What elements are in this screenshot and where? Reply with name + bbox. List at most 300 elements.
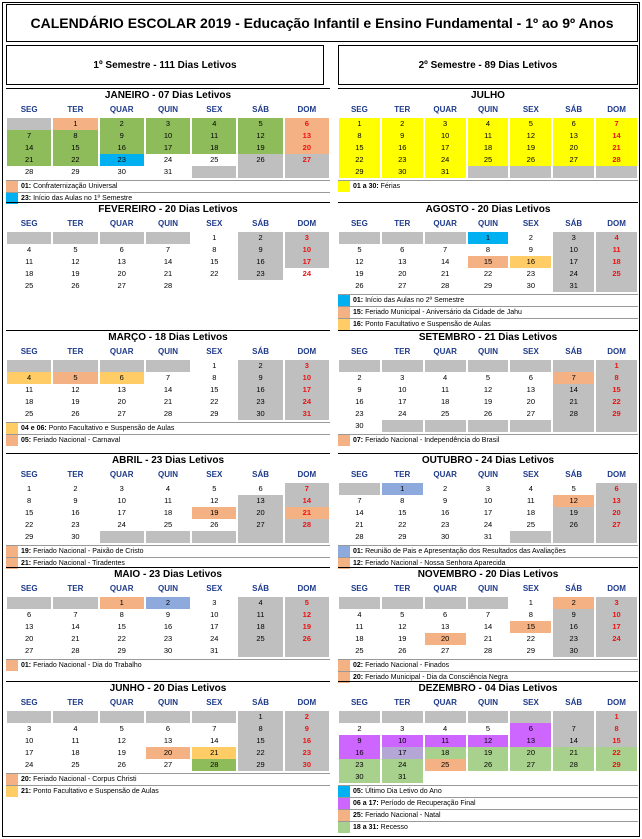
- day-cell: 8: [596, 372, 637, 384]
- weekday-header: SÁB: [252, 470, 269, 479]
- day-cell: 13: [117, 257, 126, 266]
- weekday-header: QUIN: [477, 105, 498, 114]
- day-cell: 29: [71, 167, 80, 176]
- day-cell: 18: [71, 748, 80, 757]
- day-cell: 12: [210, 496, 219, 505]
- weekday-header: TER: [394, 470, 411, 479]
- legend-text: 01: Início das Aulas no 2º Semestre: [353, 297, 465, 304]
- weekday-header: QUAR: [109, 219, 134, 228]
- day-cell: 23: [100, 154, 144, 166]
- weekday-header: SEG: [20, 347, 38, 356]
- day-cell: 26: [398, 646, 407, 655]
- day-cell: 28: [553, 408, 594, 420]
- day-cell: 9: [443, 496, 448, 505]
- month-title: NOVEMBRO - 20 Dias Letivos: [338, 567, 638, 582]
- day-cell: [468, 597, 509, 609]
- day-cell: 1: [238, 711, 282, 723]
- day-cell: 8: [528, 610, 533, 619]
- day-cell: 7: [553, 723, 594, 735]
- weekday-header: SÁB: [565, 584, 583, 593]
- day-cell: [425, 420, 466, 432]
- day-cell: [510, 771, 551, 783]
- day-cell: 10: [553, 244, 594, 256]
- day-cell: 11: [441, 385, 450, 394]
- day-cell: 22: [596, 396, 637, 408]
- day-cell: 2: [553, 597, 594, 609]
- day-cell: 10: [24, 736, 34, 745]
- weekday-header: SEG: [350, 219, 368, 228]
- month-block: [338, 681, 638, 835]
- day-cell: 15: [210, 385, 219, 394]
- day-cell: [382, 597, 423, 609]
- day-cell: 25: [24, 409, 34, 418]
- legend-item: [6, 545, 330, 557]
- day-cell: 21: [553, 747, 594, 759]
- day-cell: 29: [398, 532, 407, 541]
- day-cell: [7, 711, 51, 723]
- day-cell: 22: [526, 634, 536, 643]
- month-title: OUTUBRO - 24 Dias Letivos: [338, 453, 638, 468]
- day-cell: 9: [285, 723, 329, 735]
- day-cell: 10: [285, 372, 329, 384]
- day-cell: [510, 166, 551, 178]
- day-cell: [382, 420, 423, 432]
- day-cell: 28: [440, 281, 450, 290]
- day-cell: 27: [510, 759, 551, 771]
- day-cell: 19: [117, 748, 126, 757]
- day-cell: [382, 711, 423, 723]
- day-cell: 21: [483, 634, 493, 643]
- day-cell: 17: [553, 256, 594, 268]
- day-cell: 17: [398, 397, 407, 406]
- legend-text: 01: Reunião de Pais e Apresentação dos Resultados das Avaliações: [353, 548, 566, 555]
- day-cell: 11: [596, 244, 637, 256]
- weekday-header: TER: [67, 470, 84, 479]
- day-cell: 27: [238, 519, 282, 531]
- day-cell: 13: [510, 735, 551, 747]
- day-cell: 12: [285, 609, 329, 621]
- day-cell: [285, 166, 329, 178]
- day-cell: 26: [238, 154, 282, 166]
- day-cell: [382, 360, 423, 372]
- day-cell: [146, 531, 190, 543]
- day-cell: 22: [210, 269, 219, 278]
- day-cell: [425, 597, 466, 609]
- weekday-header: SEG: [20, 584, 38, 593]
- day-cell: 4: [192, 118, 236, 130]
- weekday-header: QUIN: [477, 584, 498, 593]
- day-cell: 1: [596, 711, 637, 723]
- day-cell: 29: [210, 409, 219, 418]
- day-cell: 25: [425, 759, 466, 771]
- day-cell: 18: [440, 397, 450, 406]
- day-cell: 5: [212, 484, 217, 493]
- weekday-header: TER: [67, 219, 84, 228]
- day-cell: 5: [485, 373, 491, 382]
- legend-swatch: [338, 810, 350, 821]
- day-cell: 14: [71, 622, 80, 631]
- day-cell: 14: [355, 508, 364, 517]
- month-title: DEZEMBRO - 04 Dias Letivos: [338, 681, 638, 696]
- day-cell: 26: [355, 281, 364, 290]
- weekday-header: DOM: [297, 105, 317, 114]
- legend-swatch: [338, 546, 350, 557]
- legend-text: 01: Feriado Nacional - Dia do Trabalho: [21, 662, 142, 669]
- month-block: [338, 202, 638, 330]
- day-cell: 27: [440, 646, 450, 655]
- day-cell: 3: [146, 118, 190, 130]
- weekday-header: SEG: [350, 584, 368, 593]
- day-cell: 19: [192, 507, 236, 519]
- day-cell: [192, 531, 236, 543]
- month-title: AGOSTO - 20 Dias Letivos: [338, 202, 638, 217]
- day-cell: 13: [596, 495, 637, 507]
- legend-item: [6, 659, 330, 671]
- weekday-header: QUIN: [477, 219, 498, 228]
- legend-swatch: [338, 798, 350, 809]
- day-cell: 28: [163, 281, 173, 290]
- day-cell: [192, 280, 236, 292]
- day-cell: 6: [285, 118, 329, 130]
- day-cell: 18: [355, 634, 364, 643]
- day-cell: [425, 711, 466, 723]
- day-cell: 13: [398, 257, 407, 266]
- weekday-header: DOM: [607, 105, 626, 114]
- day-cell: 13: [117, 385, 126, 394]
- legend-text: 15: Feriado Municipal - Aniversário da Cidade de Jahu: [353, 309, 522, 316]
- weekday-header: DOM: [297, 470, 317, 479]
- weekday-header: DOM: [607, 219, 626, 228]
- day-cell: 30: [339, 771, 380, 783]
- legend-swatch: [338, 660, 350, 671]
- day-cell: 17: [425, 142, 466, 154]
- legend-text: 01 a 30: Férias: [353, 183, 401, 190]
- day-cell: 13: [285, 130, 329, 142]
- day-cell: 7: [553, 372, 594, 384]
- day-cell: 25: [163, 520, 173, 529]
- day-cell: 1: [382, 483, 423, 495]
- day-cell: 6: [510, 723, 551, 735]
- day-cell: 6: [165, 724, 171, 733]
- day-cell: 20: [117, 397, 126, 406]
- month-title: JUNHO - 20 Dias Letivos: [6, 681, 330, 696]
- day-cell: 18: [238, 621, 282, 633]
- day-cell: 27: [163, 760, 173, 769]
- day-cell: 23: [285, 747, 329, 759]
- day-cell: 27: [596, 519, 637, 531]
- day-cell: 7: [7, 130, 51, 142]
- legend-text: 06 a 17: Período de Recuperação Final: [353, 800, 476, 807]
- weekday-header: QUAR: [433, 698, 457, 707]
- day-cell: 19: [71, 397, 80, 406]
- day-cell: 28: [553, 759, 594, 771]
- day-cell: 31: [553, 280, 594, 292]
- day-cell: [7, 597, 51, 609]
- day-cell: 6: [553, 118, 594, 130]
- day-cell: [53, 711, 97, 723]
- day-cell: 24: [117, 520, 126, 529]
- weekday-header: SEG: [20, 470, 38, 479]
- day-cell: 13: [24, 622, 34, 631]
- weekday-header: SEX: [522, 584, 539, 593]
- day-cell: 30: [440, 532, 450, 541]
- day-cell: 11: [425, 735, 466, 747]
- month-block: [6, 681, 330, 835]
- day-cell: 2: [100, 118, 144, 130]
- day-cell: [553, 711, 594, 723]
- day-cell: 16: [238, 256, 282, 268]
- weekday-header: QUAR: [433, 584, 457, 593]
- day-cell: 2: [238, 232, 282, 244]
- weekday-header: DOM: [607, 347, 626, 356]
- day-cell: 19: [468, 747, 509, 759]
- day-cell: 1: [53, 118, 97, 130]
- legend-item: [6, 180, 330, 192]
- day-cell: 22: [53, 154, 97, 166]
- day-cell: 10: [117, 496, 126, 505]
- day-cell: [425, 771, 466, 783]
- day-cell: 15: [398, 508, 407, 517]
- weekday-header: DOM: [297, 219, 317, 228]
- day-cell: 8: [53, 130, 97, 142]
- day-cell: 16: [355, 397, 364, 406]
- day-cell: 21: [553, 396, 594, 408]
- legend-item: [338, 809, 638, 821]
- day-cell: 4: [443, 373, 448, 382]
- day-cell: 7: [485, 610, 491, 619]
- legend-swatch: [6, 546, 18, 557]
- day-cell: 1: [212, 233, 217, 242]
- legend-swatch: [338, 822, 350, 833]
- day-cell: 27: [553, 154, 594, 166]
- day-cell: 16: [339, 747, 380, 759]
- day-cell: 19: [483, 397, 493, 406]
- day-cell: 6: [119, 245, 124, 254]
- day-cell: 9: [238, 372, 282, 384]
- day-cell: 23: [526, 269, 536, 278]
- day-cell: 3: [596, 597, 637, 609]
- day-cell: 4: [528, 484, 533, 493]
- month-title: MARÇO - 18 Dias Letivos: [6, 330, 330, 345]
- day-cell: 29: [117, 646, 126, 655]
- day-cell: 29: [238, 759, 282, 771]
- day-cell: 8: [27, 496, 32, 505]
- legend-text: 05: Último Dia Letivo do Ano: [353, 788, 442, 795]
- day-cell: 2: [146, 597, 190, 609]
- weekday-header: SEX: [206, 105, 223, 114]
- day-cell: [596, 280, 637, 292]
- day-cell: 30: [553, 645, 594, 657]
- month-block: [338, 567, 638, 681]
- day-cell: 7: [285, 483, 329, 495]
- day-cell: [7, 360, 51, 372]
- day-cell: 17: [117, 508, 126, 517]
- weekday-header: SEG: [20, 105, 38, 114]
- weekday-header: SEG: [350, 105, 368, 114]
- day-cell: [192, 166, 236, 178]
- legend-text: 20: Feriado Municipal - Dia da Consciência Negra: [353, 674, 508, 681]
- day-cell: 8: [596, 723, 637, 735]
- legend-text: 12: Feriado Nacional - Nossa Senhora Aparecida: [353, 560, 506, 567]
- day-cell: 19: [510, 142, 551, 154]
- month-block: [6, 567, 330, 681]
- day-cell: 29: [339, 166, 380, 178]
- legend-text: 02: Feriado Nacional - Finados: [353, 662, 450, 669]
- day-cell: [425, 360, 466, 372]
- weekday-header: TER: [394, 347, 411, 356]
- day-cell: 28: [355, 532, 364, 541]
- legend-swatch: [6, 660, 18, 671]
- month-block: [6, 330, 330, 453]
- weekday-header: SÁB: [252, 219, 269, 228]
- day-cell: 28: [24, 167, 34, 176]
- day-cell: [339, 483, 380, 495]
- day-cell: 24: [398, 409, 407, 418]
- weekday-header: TER: [394, 698, 411, 707]
- legend-item: [338, 659, 638, 671]
- day-cell: 1: [100, 597, 144, 609]
- day-cell: 6: [400, 245, 405, 254]
- day-cell: 2: [528, 233, 533, 242]
- day-cell: 3: [425, 118, 466, 130]
- day-cell: 24: [483, 520, 493, 529]
- weekday-header: QUAR: [433, 219, 457, 228]
- weekday-header: SEX: [206, 698, 223, 707]
- day-cell: 8: [212, 373, 217, 382]
- day-cell: 31: [382, 771, 423, 783]
- legend-text: 23: Início das Aulas no 1º Semestre: [21, 195, 133, 202]
- day-cell: 21: [440, 269, 450, 278]
- day-cell: [510, 711, 551, 723]
- day-cell: 21: [355, 520, 364, 529]
- weekday-header: QUIN: [157, 219, 178, 228]
- day-cell: 31: [210, 646, 219, 655]
- weekday-header: QUAR: [109, 470, 134, 479]
- month-title: ABRIL - 23 Dias Letivos: [6, 453, 330, 468]
- day-cell: 7: [165, 245, 171, 254]
- day-cell: [53, 597, 97, 609]
- semester-1-header: 1º Semestre - 111 Dias Letivos: [6, 45, 324, 85]
- weekday-header: TER: [67, 347, 84, 356]
- legend-swatch: [338, 295, 350, 306]
- weekday-header: SEG: [20, 698, 38, 707]
- day-cell: 13: [440, 622, 450, 631]
- day-cell: 22: [238, 747, 282, 759]
- weekday-header: TER: [394, 105, 411, 114]
- weekday-header: QUAR: [109, 105, 134, 114]
- day-cell: 18: [192, 142, 236, 154]
- day-cell: 2: [382, 118, 423, 130]
- day-cell: 16: [382, 142, 423, 154]
- weekday-header: TER: [394, 584, 411, 593]
- legend-text: 25: Feriado Nacional - Natal: [353, 812, 441, 819]
- day-cell: 29: [596, 408, 637, 420]
- weekday-header: DOM: [297, 698, 317, 707]
- day-cell: 17: [210, 622, 219, 631]
- day-cell: [339, 232, 380, 244]
- day-cell: 16: [238, 384, 282, 396]
- day-cell: 22: [24, 520, 34, 529]
- weekday-header: QUIN: [157, 470, 178, 479]
- day-cell: 11: [164, 496, 172, 505]
- day-cell: 30: [382, 166, 423, 178]
- day-cell: [339, 360, 380, 372]
- day-cell: 7: [357, 496, 362, 505]
- day-cell: 4: [238, 597, 282, 609]
- day-cell: 6: [258, 484, 263, 493]
- day-cell: 14: [285, 495, 329, 507]
- weekday-header: QUAR: [433, 470, 457, 479]
- weekday-header: SÁB: [252, 105, 269, 114]
- day-cell: 17: [285, 384, 329, 396]
- page-title: CALENDÁRIO ESCOLAR 2019 - Educação Infantil e Ensino Fundamental - 1º ao 9º Anos: [6, 4, 638, 42]
- day-cell: 28: [192, 759, 236, 771]
- weekday-header: SEX: [206, 470, 223, 479]
- day-cell: 18: [596, 256, 637, 268]
- day-cell: 20: [553, 142, 594, 154]
- day-cell: 3: [553, 232, 594, 244]
- day-cell: 13: [526, 385, 536, 394]
- day-cell: 21: [163, 397, 173, 406]
- weekday-header: QUIN: [157, 698, 178, 707]
- day-cell: 28: [71, 646, 80, 655]
- day-cell: 2: [357, 373, 362, 382]
- day-cell: 23: [163, 634, 173, 643]
- day-cell: 10: [483, 496, 493, 505]
- day-cell: 5: [485, 724, 491, 733]
- day-cell: 12: [398, 622, 407, 631]
- day-cell: 22: [398, 520, 407, 529]
- legend-item: [338, 545, 638, 557]
- day-cell: [596, 531, 637, 543]
- day-cell: 16: [100, 142, 144, 154]
- day-cell: 3: [400, 373, 405, 382]
- weekday-header: SÁB: [565, 347, 583, 356]
- weekday-header: DOM: [607, 470, 626, 479]
- weekday-header: SEX: [522, 105, 539, 114]
- day-cell: 14: [163, 385, 173, 394]
- day-cell: 5: [510, 118, 551, 130]
- day-cell: 6: [27, 610, 32, 619]
- day-cell: 17: [483, 508, 493, 517]
- weekday-header: SEG: [350, 698, 368, 707]
- day-cell: 26: [510, 154, 551, 166]
- day-cell: 18: [526, 508, 536, 517]
- weekday-header: DOM: [607, 698, 626, 707]
- day-cell: 12: [483, 385, 493, 394]
- day-cell: 5: [119, 724, 124, 733]
- day-cell: 2: [73, 484, 78, 493]
- day-cell: 6: [100, 372, 144, 384]
- legend-swatch: [6, 423, 18, 434]
- day-cell: [285, 645, 329, 657]
- legend-swatch: [338, 181, 350, 192]
- day-cell: 13: [553, 130, 594, 142]
- day-cell: 22: [596, 747, 637, 759]
- day-cell: 21: [192, 747, 236, 759]
- day-cell: 16: [440, 508, 450, 517]
- day-cell: 9: [238, 244, 282, 256]
- legend-swatch: [338, 435, 350, 446]
- day-cell: [238, 166, 282, 178]
- day-cell: 26: [71, 409, 80, 418]
- day-cell: 5: [53, 372, 97, 384]
- weekday-header: SEX: [206, 219, 223, 228]
- day-cell: [468, 711, 509, 723]
- day-cell: [285, 280, 329, 292]
- day-cell: 25: [468, 154, 509, 166]
- legend-item: [338, 821, 638, 833]
